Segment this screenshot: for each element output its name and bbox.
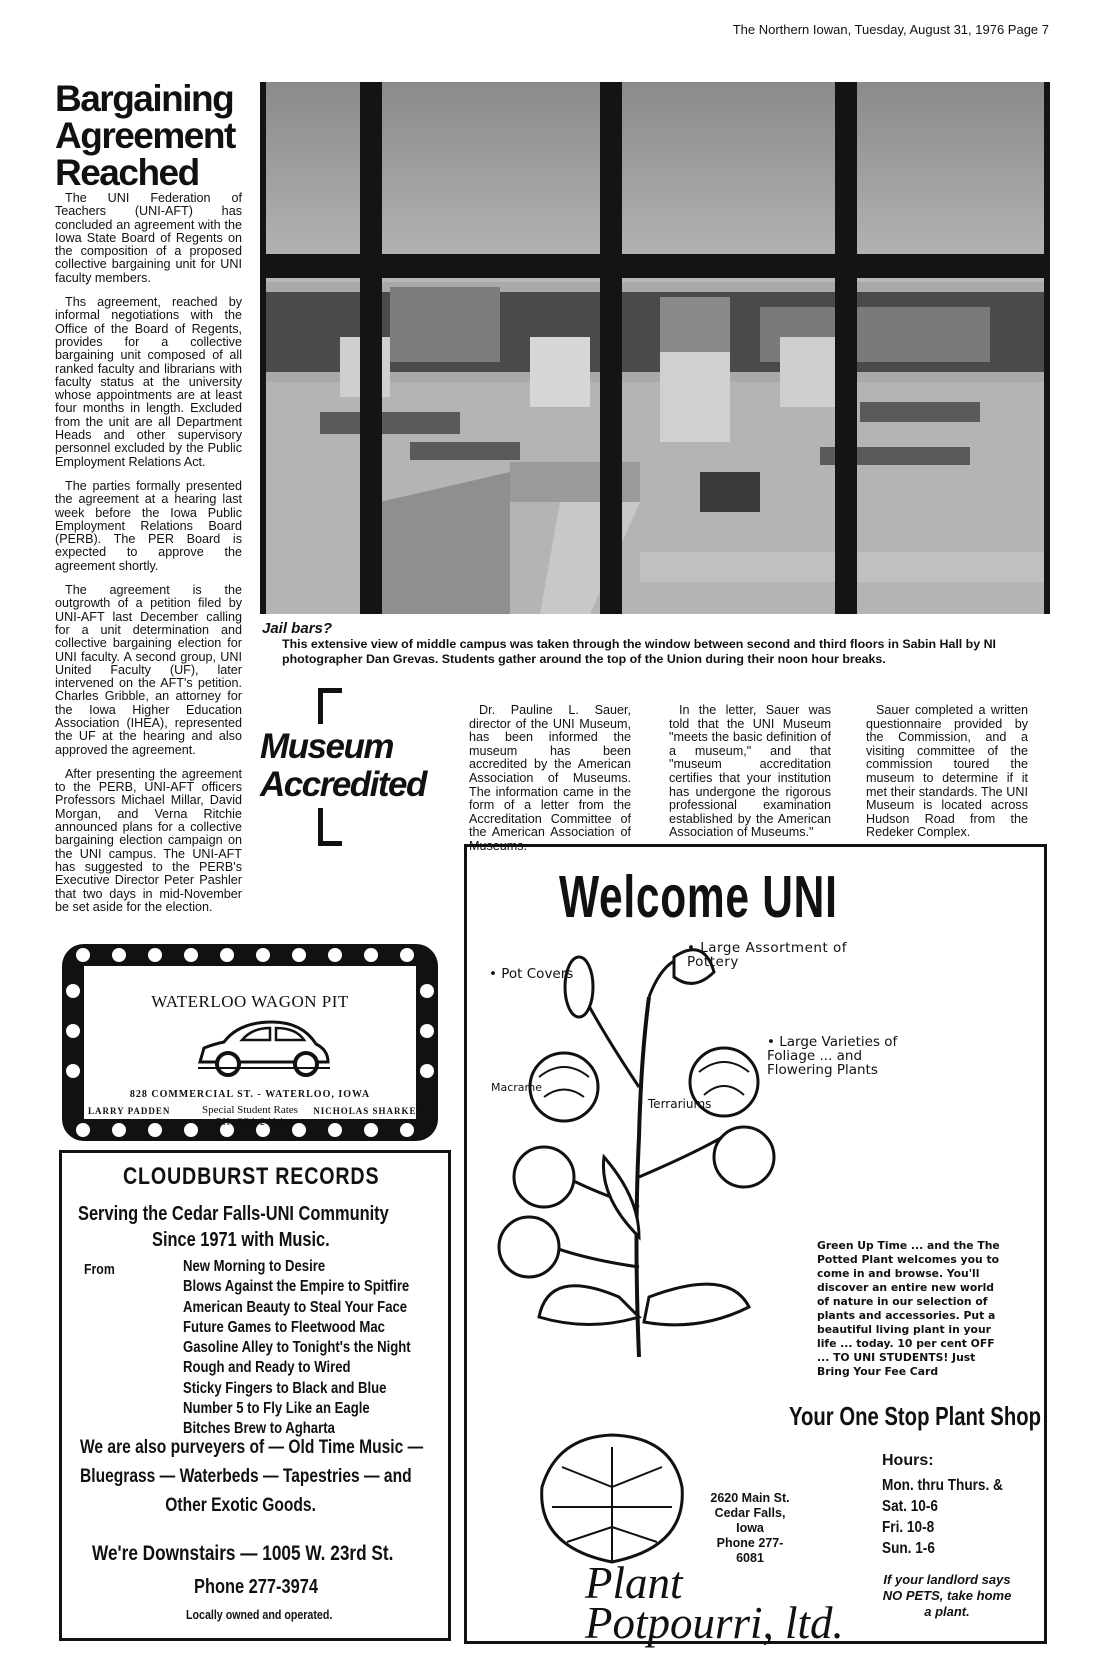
article-paragraph: Dr. Pauline L. Sauer, director of the UNI Museum, has been informed the museum has been accredited by the American Association of Museums. The information came in the form of a letter from the Accreditation Committee of the American Association of Museums.: [469, 703, 631, 853]
label-macrame: Macrame: [491, 1081, 543, 1094]
wagon-pit-owner: NICHOLAS SHARKEY: [313, 1106, 424, 1116]
photo-caption: This extensive view of middle campus was taken through the window between second and third floors in Sabin Hall by NI photographer Dan Grevas. Students gather around the top of the Union during their noon hour breaks.: [282, 637, 996, 666]
hours-list: [882, 1475, 1003, 1559]
label-pottery: • Large Assortment of Pottery: [687, 940, 848, 970]
hours-label: Hours:: [882, 1452, 934, 1469]
headline-line: Accredited: [260, 765, 426, 804]
cloudburst-serving: Serving the Cedar Falls-UNI Community: [78, 1203, 389, 1225]
article-paragraph: The UNI Federation of Teachers (UNI-AFT) has concluded an agreement with the Iowa State Board of Regents on the composition of a proposed collective bargaining unit for UNI faculty members.: [55, 191, 242, 285]
headline-line: Bargaining: [55, 78, 234, 119]
album-item: Sticky Fingers to Black and Blue: [183, 1379, 387, 1397]
wagon-pit-title: WATERLOO WAGON PIT: [151, 992, 349, 1011]
headline-line: Agreement: [55, 115, 235, 156]
lily-plant-illustration: [489, 937, 799, 1357]
museum-column: [669, 704, 831, 840]
album-item: Future Games to Fleetwood Mac: [183, 1318, 385, 1336]
museum-column: [866, 704, 1028, 840]
hours-item: Sat. 10-6: [882, 1498, 938, 1515]
article-paragraph: Sauer completed a written questionnaire provided by the Commission, and a visiting committee of the commission toured the museum to determine if it met their standards. The UNI Museum is located across Hudson Road from the Redeker Complex.: [866, 703, 1028, 840]
bracket-ornament: [318, 688, 342, 724]
article-paragraph: After presenting the agreement to the PERB, UNI-AFT officers Professors Michael Millar, David Morgan, and Verna Ritchie announced plans for a collective bargaining election campaign on the UNI campus. The UNI-AFT has suggested to the PERB's Executive Director Peter Pashler that two days in mid-November be set aside for the election.: [55, 766, 242, 914]
headline-line: Museum: [260, 727, 393, 766]
album-item: New Morning to Desire: [183, 1258, 326, 1275]
cloudburst-phone: Phone 277-3974: [194, 1576, 318, 1598]
volkswagen-beetle-icon: [194, 1018, 334, 1078]
label-terrariums: • Terrariums: [637, 1097, 712, 1111]
album-item: Bitches Brew to Agharta: [183, 1420, 335, 1438]
bracket-ornament: [318, 808, 342, 846]
address-line: Cedar Falls, Iowa: [714, 1506, 786, 1535]
monstera-leaf-illustration: [527, 1427, 697, 1567]
plant-potpourri-ad: [464, 844, 1047, 1648]
cloudburst-locally-owned: Locally owned and operated.: [186, 1607, 333, 1622]
wagon-pit-owner: LARRY PADDEN: [88, 1106, 171, 1116]
hours-item: Fri. 10-8: [882, 1519, 935, 1536]
headline-bargaining: [55, 80, 265, 191]
album-item: Rough and Ready to Wired: [183, 1359, 351, 1377]
address-line: Phone 277-6081: [716, 1536, 784, 1565]
hours-item: Sun. 1-6: [882, 1540, 935, 1557]
campus-photo-illustration: [260, 82, 1050, 614]
article-paragraph: In the letter, Sauer was told that the UNI Museum "meets the basic definition of a museum," and that "museum accreditation certifies that your institution has undergone the rigorous professional examination established by the American Association of Museums.": [669, 703, 831, 840]
also-line: Bluegrass — Waterbeds — Tapestries — and: [80, 1466, 412, 1487]
article-paragraph: The agreement is the outgrowth of a petition filed by UNI-AFT last December calling for a unit determination and collective bargaining election for UNI faculty. A second group, UNI United Faculty (UF), later intervened on the AFT's petition. Charles Gribble, an attorney for the Iowa Higher Education Association (IHEA), represented the UF at the hearing and also approved the agreement.: [55, 583, 242, 757]
headline-museum: [260, 728, 460, 804]
hours-item: Mon. thru Thurs. &: [882, 1477, 1003, 1494]
album-item: American Beauty to Steal Your Face: [183, 1298, 408, 1316]
album-item: Gasoline Alley to Tonight's the Night: [183, 1339, 411, 1357]
cloudburst-from-label: From: [84, 1261, 115, 1278]
wagon-pit-rates: Special Student Rates: [202, 1104, 298, 1116]
label-pot-covers: • Pot Covers: [489, 966, 574, 982]
headline-line: Reached: [55, 152, 199, 193]
museum-column: [469, 704, 631, 854]
address-line: 2620 Main St.: [710, 1491, 790, 1505]
article-paragraph: The parties formally presented the agreement at a hearing last week before the Iowa Public Employment Relations Board (PERB). The PER Board is expected to approve the agreement shortly.: [55, 478, 242, 573]
cloudburst-since: Since 1971 with Music.: [152, 1229, 330, 1251]
one-stop-slogan: Your One Stop Plant Shop: [789, 1401, 1042, 1431]
album-list: [183, 1257, 411, 1440]
album-item: Number 5 to Fly Like an Eagle: [183, 1400, 370, 1418]
article-paragraph: Ths agreement, reached by informal negotiations with the Office of the Board of Regents, provides for a collective bargaining unit composed of all ranked faculty and librarians with faculty status at the university whose appointments are at least four months in length. Excluded from the unit are all Department Heads and other supervisory personnel excluded by the Public Employment Relations Act.: [55, 295, 242, 469]
waterloo-wagon-pit-ad: [62, 944, 438, 1141]
wagon-pit-address: 828 COMMERCIAL ST. - WATERLOO, IOWA: [129, 1089, 371, 1100]
plant-potpourri-logo: Plant: [585, 1558, 683, 1608]
bargaining-article: [55, 192, 242, 925]
wagon-pit-phone: PH. 234-2414: [215, 1117, 285, 1128]
cloudburst-also: [80, 1433, 423, 1520]
cloudburst-address: We're Downstairs — 1005 W. 23rd St.: [92, 1542, 394, 1565]
plant-shop-address: [705, 1491, 795, 1566]
landlord-tagline: If your landlord says NO PETS, take home a plant.: [882, 1572, 1012, 1619]
cloudburst-records-ad: [59, 1150, 451, 1641]
photo-kicker: Jail bars?: [262, 620, 333, 637]
plant-ad-body: Green Up Time ... and the The Potted Plant welcomes you to come in and browse. You'll discover an entire new world of nature in our selection of plants and accessories. Put a beautiful living plant in your life ... today. 10 per cent OFF ... TO UNI STUDENTS! Just Bring Your Fee Card: [817, 1239, 1000, 1378]
album-item: Blows Against the Empire to Spitfire: [183, 1278, 410, 1296]
also-line: Other Exotic Goods.: [165, 1495, 316, 1516]
also-line: We are also purveyers of — Old Time Music —: [80, 1437, 424, 1458]
page-folio: The Northern Iowan, Tuesday, August 31, 1976 Page 7: [732, 22, 1049, 37]
label-foliage: • Large Varieties of Foliage ... and Flowering Plants: [767, 1034, 898, 1078]
welcome-uni-heading: Welcome UNI: [559, 864, 838, 930]
plant-potpourri-logo: Potpourri, ltd.: [585, 1598, 844, 1648]
campus-photo: [260, 82, 1050, 614]
cloudburst-title: CLOUDBURST RECORDS: [123, 1163, 380, 1190]
